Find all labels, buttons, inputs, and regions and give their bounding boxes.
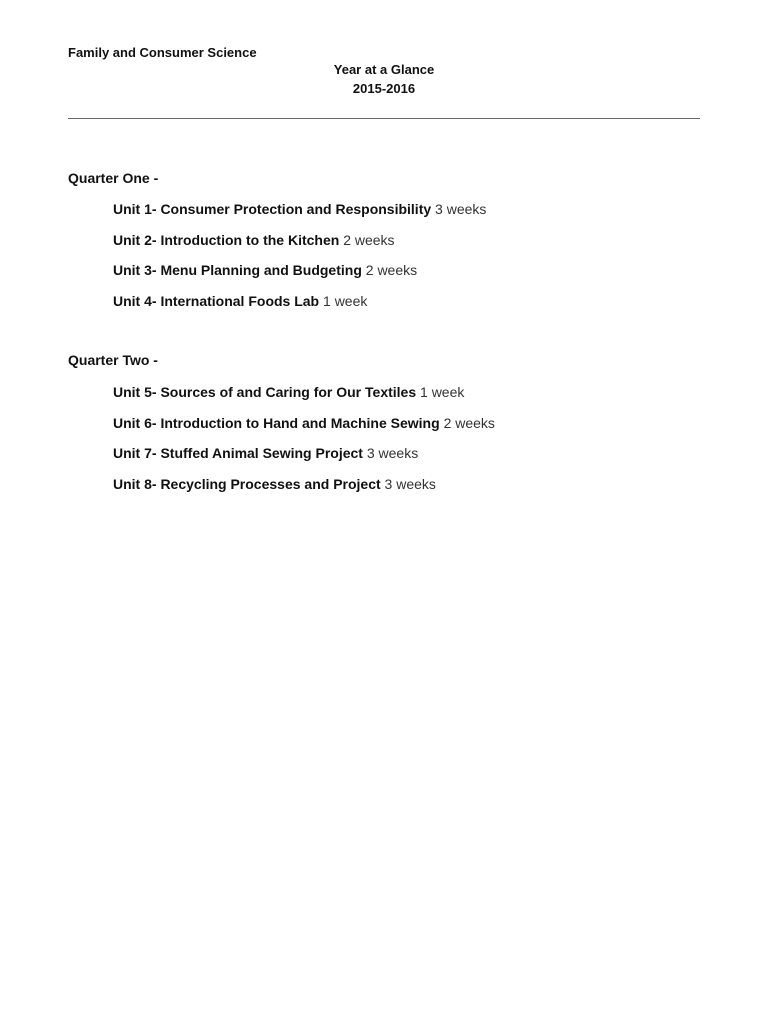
unit-item [113, 476, 436, 492]
document-title: Year at a Glance [333, 62, 435, 77]
unit-duration: 3 weeks [384, 476, 436, 492]
unit-name: Unit 7- Stuffed Animal Sewing Project [113, 445, 363, 461]
unit-name: Unit 2- Introduction to the Kitchen [113, 232, 340, 248]
unit-name: Unit 5- Sources of and Caring for Our Textiles [113, 384, 417, 400]
unit-duration: 3 weeks [366, 445, 419, 461]
quarter-two-heading: Quarter Two - [68, 352, 158, 368]
unit-duration: 2 weeks [443, 415, 495, 431]
unit-name: Unit 6- Introduction to Hand and Machine Sewing [113, 415, 440, 431]
unit-name: Unit 3- Menu Planning and Budgeting [113, 262, 362, 278]
unit-duration: 1 week [420, 384, 465, 400]
unit-duration: 3 weeks [435, 201, 487, 217]
school-year: 2015-2016 [352, 81, 416, 96]
unit-duration: 2 weeks [365, 262, 418, 278]
unit-duration: 1 week [323, 293, 368, 309]
unit-name: Unit 8- Recycling Processes and Project [113, 476, 381, 492]
quarter-one-heading: Quarter One - [68, 170, 159, 186]
unit-duration: 2 weeks [343, 232, 395, 248]
unit-name: Unit 1- Consumer Protection and Responsibility [113, 201, 432, 217]
unit-item [113, 293, 367, 309]
unit-item [113, 384, 464, 400]
unit-name: Unit 4- International Foods Lab [113, 293, 320, 309]
unit-item [113, 232, 395, 248]
unit-item [113, 445, 418, 461]
header-divider [68, 118, 700, 119]
unit-item [113, 201, 486, 217]
unit-item [113, 262, 417, 278]
unit-item [113, 415, 495, 431]
department-name: Family and Consumer Science [68, 45, 257, 60]
